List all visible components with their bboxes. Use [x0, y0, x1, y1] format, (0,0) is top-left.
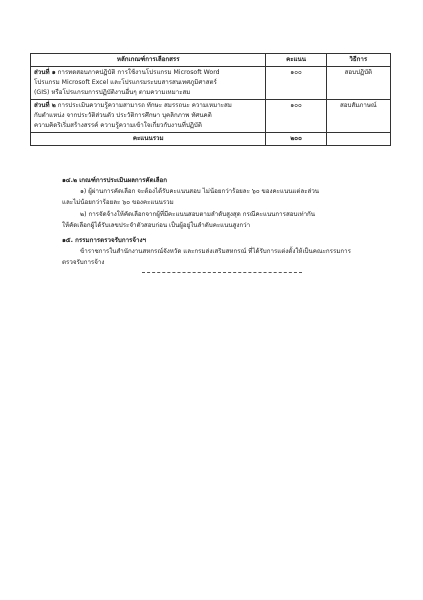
criteria-item-2-line-1: ๒) การจัดจ้างให้คัดเลือกจากผู้ที่มีคะแนนสอบตามลำดับสูงสุด กรณีคะแนนการสอบเท่ากัน: [80, 211, 316, 218]
section-15-line-1: ข้าราชการในสำนักงานสหกรณ์จังหวัด และกรมส่งเสริมสหกรณ์ ที่ได้รับการแต่งตั้งให้เป็นคณะกรรมการ: [80, 248, 351, 255]
selection-criteria-table: [30, 53, 391, 146]
table-header-row: [31, 54, 391, 67]
total-label: คะแนนรวม: [31, 133, 266, 146]
criteria-text: กับตำแหน่ง จากประวัติส่วนตัว ประวัติการศึกษา บุคลิกภาพ ทัศนคติ: [34, 112, 212, 119]
section-15-line-2: ตรวจรับการจ้าง: [62, 259, 105, 266]
method-cell: สอบสัมภาษณ์: [326, 100, 390, 133]
score-cell: ๑๐๐: [266, 100, 326, 133]
criteria-cell: [31, 100, 266, 133]
end-divider: [142, 272, 302, 273]
criteria-text: โปรแกรม Microsoft Excel และโปรแกรมระบบสารสนเทศภูมิศาสตร์: [34, 79, 217, 86]
score-cell: ๑๐๐: [266, 67, 326, 100]
part-label: ส่วนที่ ๑: [34, 69, 56, 76]
section-14-2-heading: ๑๔.๒ เกณฑ์การประเมินผลการคัดเลือก: [62, 177, 167, 184]
table-row: [31, 67, 391, 100]
criteria-item-2-line-2: ให้คัดเลือกผู้ได้รับเลขประจำตัวสอบก่อน เป็นผู้อยู่ในลำดับคะแนนสูงกว่า: [62, 222, 251, 229]
total-score: ๒๐๐: [266, 133, 326, 146]
header-criteria: หลักเกณฑ์การเลือกสรร: [31, 54, 266, 67]
part-label: ส่วนที่ ๒: [34, 102, 56, 109]
criteria-text: ความคิดริเริ่มสร้างสรรค์ ความรู้ความเข้าใจเกี่ยวกับงานที่ปฏิบัติ: [34, 122, 202, 129]
method-cell: สอบปฏิบัติ: [326, 67, 390, 100]
criteria-cell: [31, 67, 266, 100]
table-row: [31, 100, 391, 133]
section-15-heading: ๑๕. กรรมการตรวจรับการจ้างฯ: [62, 237, 146, 244]
total-method-cell: [326, 133, 390, 146]
criteria-item-1-line-1: ๑) ผู้ผ่านการคัดเลือก จะต้องได้รับคะแนนสอบ ไม่น้อยกว่าร้อยละ ๖๐ ของคะแนนแต่ละส่วน: [80, 188, 320, 195]
criteria-text: การทดสอบภาคปฏิบัติ การใช้งานโปรแกรม Microsoft Word: [57, 69, 220, 76]
criteria-item-1-line-2: และไม่น้อยกว่าร้อยละ ๖๐ ของคะแนนรวม: [62, 199, 174, 206]
criteria-text: (GIS) หรือโปรแกรมการปฏิบัติงานอื่นๆ ตามความเหมาะสม: [34, 89, 191, 96]
header-method: วิธีการ: [326, 54, 390, 67]
header-score: คะแนน: [266, 54, 326, 67]
criteria-text: การประเมินความรู้ความสามารถ ทักษะ สมรรถนะ ความเหมาะสม: [57, 102, 232, 109]
table-total-row: [31, 133, 391, 146]
